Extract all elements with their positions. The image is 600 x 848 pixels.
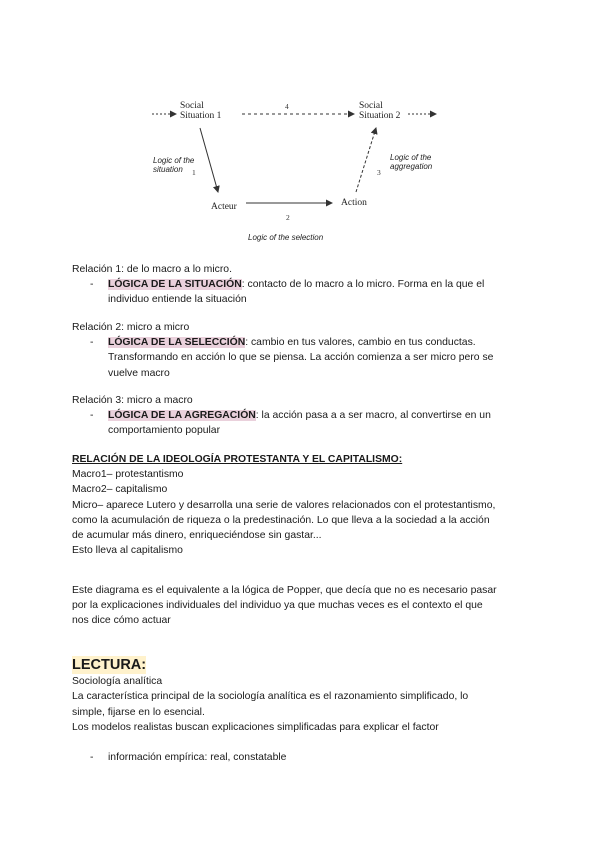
logic-selection-label: Logic of the selection — [248, 233, 324, 242]
relacion-2-bullet — [72, 335, 542, 381]
arrow-1-situation — [200, 128, 218, 192]
lectura-section — [72, 656, 542, 765]
section-line: Micro– aparece Lutero y desarrolla una serie de valores relacionados con el protestantismo, — [72, 499, 496, 511]
lectura-line: Los modelos realistas buscan explicaciones simplificadas para explicar el factor — [72, 721, 439, 733]
lectura-bullet — [72, 750, 542, 765]
relacion-1-block — [72, 262, 542, 308]
protestantismo-section — [72, 452, 542, 558]
paragraph-line: por la explicaciones individuales del individuo ya que muchas veces es el contexto el que — [72, 600, 483, 612]
relacion-3-text: : la acción pasa a a ser macro, al convertirse en un — [255, 410, 491, 422]
relacion-2-text-line2: Transformando en acción lo que se piensa. La acción comienza a ser micro pero se — [108, 352, 494, 364]
bullet-dash: - — [90, 279, 94, 291]
paragraph-line: nos dice cómo actuar — [72, 615, 171, 627]
relacion-3-title: Relación 3: micro a macro — [72, 395, 193, 406]
relacion-2-text: : cambio en tus valores, cambio en tus conductas. — [245, 337, 476, 349]
lectura-line: La característica principal de la sociología analítica es el razonamiento simplificado, lo — [72, 691, 469, 703]
relacion-1-bullet — [72, 277, 542, 307]
logica-seleccion-highlight: LÓGICA DE LA SELECCIÓN — [108, 337, 246, 349]
lectura-bullet-text: información empírica: real, constatable — [108, 752, 287, 764]
section-line: Esto lleva al capitalismo — [72, 545, 183, 557]
action-label: Action — [341, 198, 367, 208]
number-4: 4 — [285, 102, 289, 111]
section-line: como la acumulación de riqueza o la predestinación. Lo que lleva a la sociedad a la acción — [72, 514, 490, 526]
social-situation-1: Social Situation 1 — [180, 101, 222, 121]
logic-aggregation-label: Logic of the aggregation — [390, 153, 433, 171]
relacion-2-title: Relación 2: micro a micro — [72, 322, 190, 333]
number-3: 3 — [377, 168, 381, 177]
relacion-1-text-line2: individuo entiende la situación — [108, 294, 247, 306]
section-line: Macro2– capitalismo — [72, 484, 168, 496]
section-heading-protestantismo: RELACIÓN DE LA IDEOLOGÍA PROTESTANTA Y EL CAPITALISMO: — [72, 454, 403, 465]
logica-agregacion-highlight: LÓGICA DE LA AGREGACIÓN — [108, 410, 256, 422]
social-situation-2: Social Situation 2 — [359, 101, 401, 121]
relacion-3-bullet — [72, 408, 542, 438]
bullet-dash: - — [90, 752, 94, 764]
number-2: 2 — [286, 213, 290, 222]
relacion-1-text: : contacto de lo macro a lo micro. Forma en la que el — [241, 279, 485, 291]
bullet-dash: - — [90, 410, 94, 422]
lectura-line: simple, fijarse en lo esencial. — [72, 706, 205, 718]
logic-situation-label: Logic of the situation — [153, 156, 195, 174]
relacion-3-block — [72, 393, 542, 439]
section-line: de acumular más dinero, enriqueciéndose sin gastar... — [72, 530, 322, 542]
relacion-2-block — [72, 320, 542, 381]
acteur-label: Acteur — [211, 202, 237, 212]
lectura-line: Sociología analítica — [72, 676, 163, 688]
popper-paragraph — [72, 583, 542, 629]
lectura-heading: LECTURA: — [72, 657, 147, 673]
section-line: Macro1– protestantismo — [72, 469, 184, 481]
bullet-dash: - — [90, 337, 94, 349]
relacion-2-text-line3: vuelve macro — [108, 367, 170, 379]
relacion-3-text-line2: comportamiento popular — [108, 425, 221, 437]
number-1: 1 — [192, 168, 196, 177]
relacion-1-title: Relación 1: de lo macro a lo micro. — [72, 264, 232, 275]
paragraph-line: Este diagrama es el equivalente a la lógica de Popper, que decía que no es necesario pasar — [72, 585, 497, 596]
coleman-diagram — [140, 92, 460, 252]
arrow-3-aggregation — [356, 128, 376, 192]
logica-situacion-highlight: LÓGICA DE LA SITUACIÓN — [108, 279, 242, 291]
